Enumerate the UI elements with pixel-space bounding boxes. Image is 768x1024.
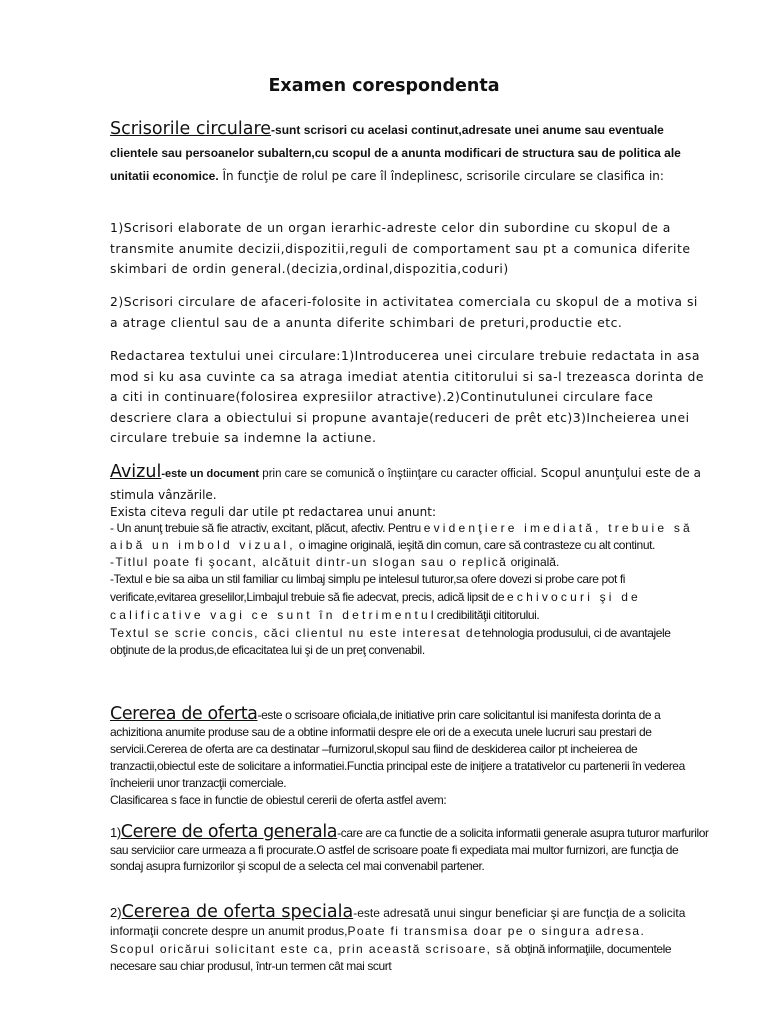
rule-3-start: -Textul e bie sa aiba un stil familiar cu limbaj simplu pe intelesul tuturor,sa ofere dovezi si probe care pot fi verificate,evitarea greselilor,: [110, 572, 626, 604]
rule-3-spaced: echivocuri şi de calificative vagi ce sunt în detrimentul: [110, 589, 641, 622]
heading-oferta-generala: Cerere de oferta generala: [120, 822, 338, 842]
paragraph-1: 1)Scrisori elaborate de un organ ierarhic-adreste celor din subordine cu skopul de a transmite anumite decizii,dispozitii,reguli de comportament sau pt a comunica diferite skimbari de ordin general.(decizia,ordinal,dispozitia,coduri): [110, 220, 691, 276]
oferta-speciala-text1: -este adresată unui singur beneficiar şi are funcţia de a solicita informaţii concrete despre un anumit produs,: [110, 906, 686, 938]
section-cererea-de-oferta: [110, 706, 710, 809]
section-oferta-speciala: [110, 904, 710, 975]
section-avizul: [110, 462, 710, 658]
heading-oferta-speciala: Cererea de oferta speciala: [121, 902, 354, 922]
avizul-rule-3: [110, 571, 710, 624]
avizul-text2: . Scopul anunţului este de a stimula vânzările.: [110, 466, 701, 502]
item-number-1: 1): [110, 825, 121, 840]
oferta-speciala-text4: obţină informaţiile, documentele necesare sau chiar produsul, într-un termen cât mai scurt: [110, 942, 672, 973]
avizul-bold: -este un document: [161, 468, 260, 480]
avizul-rule-4: [110, 624, 710, 659]
definition-bold: -sunt scrisori cu acelasi continut,adresate unei anume sau eventuale clientele sau persoanelor subaltern,cu scopul de a anunta modificari de structura sau de politica ale unitatii economice.: [110, 123, 681, 183]
heading-avizul: Avizul: [110, 462, 162, 482]
avizul-rules-intro: Exista citeva reguli dar utile pt redactarea unui anunt:: [110, 505, 437, 519]
rule-2-spaced: -Titlul poate fi şocant, alcătuit dintr-un slogan sau o replică: [110, 555, 508, 569]
cerere-text: -este o scrisoare oficiala,de initiative prin care solicitantul isi manifesta dorinta de a achizitiona anumite produse sau de a obtine informatii despre ele ori de a executa unele lucruri sau prestari de servicii.Cererea de oferta are ca destinatar –furnizorul,skopul sau fiind de deskiderea cailor pt incheierea de tranzactii,obiectul este de solicitare a informatiei.Functia principal este de iniţiere a tratativelor cu partenerii în vederea încheierii unor tranzacţii comerciale.: [110, 708, 685, 790]
section-circular-intro: [110, 118, 710, 187]
rule-4-end: tehnologia produsului, ci de avantajele obţinute de la produs,de eficacitatea lui şi de un preţ convenabil.: [110, 625, 671, 657]
document-title: Examen corespondenta: [268, 76, 500, 96]
rule-4-spaced: Textul se scrie concis, căci clientul nu este interesat de: [110, 625, 483, 640]
paragraph-3: Redactarea textului unei circulare:1)Introducerea unei circulare trebuie redactata in asa mod si ku asa cuvinte ca sa atraga imediat atentia cititorului si sa-l trezeasca dorinta de a citi in continuare(folosirea expresiilor atractive).2)Continutulunei circulare face descriere clara a obiectului si propune avantaje(reduceri de prêt etc)3)Incheierea unei circulare trebuie sa indemne la actiune.: [110, 348, 705, 445]
avizul-text1: prin care se comunică o înştiinţare cu caracter official: [259, 468, 534, 480]
item-number-2: 2): [110, 905, 122, 920]
oferta-speciala-text2: Poate fi transmisa doar pe o singura adresa.: [347, 924, 646, 938]
oferta-speciala-text3: Scopul oricărui solicitant este ca, prin această scrisoare, să: [110, 942, 512, 956]
rule-1-end: o imagine originală, ieşită din comun, care să contrasteze cu alt continut.: [295, 537, 655, 552]
rule-1-spaced: evidenţiere imediată, trebuie să aibă un imbold vizual,: [110, 521, 693, 552]
rule-3-adecvat: Limbajul trebuie să fie adecvat, precis, adică lipsit de: [246, 589, 508, 604]
definition-text: În funcţie de rolul pe care îl îndeplinesc, scrisorile circulare se clasifica in:: [218, 169, 664, 183]
heading-scrisorile-circulare: Scrisorile circulare: [110, 119, 272, 139]
rule-2-end: originală.: [507, 555, 560, 569]
section-oferta-generala: [110, 824, 710, 875]
avizul-rule-1: [110, 520, 710, 553]
cerere-clasificare: Clasificarea s face in functie de obiestul cererii de oferta astfel avem:: [110, 793, 447, 807]
oferta-generala-text: -care are ca functie de a solicita informatii generale asupra tuturor marfurilor sau serviciior care urmeaza a fi procurate.O astfel de scrisoare poate fi expediata mai multor furnizori, are funcţia de sondaj asupra furnizorilor şi scopul de a selecta cel mai convenabil partener.: [110, 826, 709, 873]
paragraph-2: 2)Scrisori circulare de afaceri-folosite in activitatea comerciala cu skopul de a motiva si a atrage clientul sau de a anunta diferite schimbari de preturi,productie etc.: [110, 294, 698, 330]
avizul-rule-2: [110, 553, 710, 571]
avizul-intro: [110, 462, 710, 504]
cerere-definition: [110, 706, 710, 792]
rule-1-start: - Un anunţ trebuie să fie atractiv, excitant, plăcut, afectiv. Pentru: [110, 521, 424, 535]
heading-cererea-de-oferta: Cererea de oferta: [110, 704, 258, 724]
rule-3-end: credibilităţii cititorului.: [436, 607, 540, 622]
